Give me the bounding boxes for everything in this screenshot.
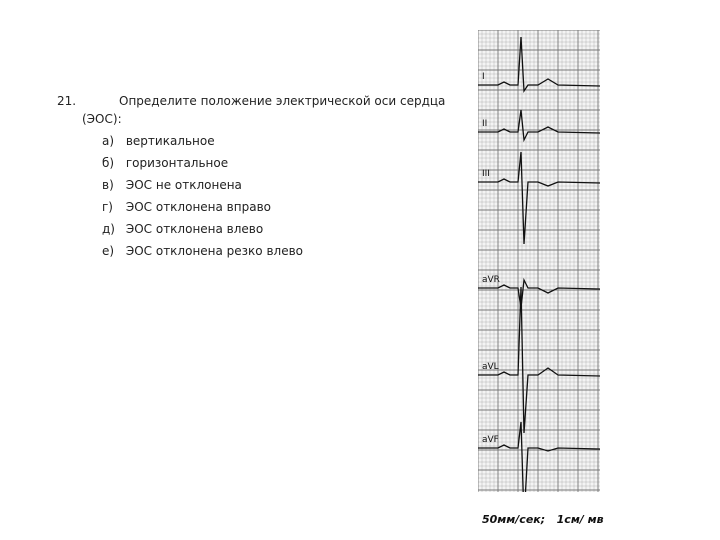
ecg-lead-label-avf: aVF <box>482 435 499 445</box>
option-letter: д) <box>102 222 115 236</box>
ecg-lead-label-iii: III <box>482 169 490 179</box>
option-text: ЭОС отклонена влево <box>125 222 264 236</box>
ecg-lead-label-i: I <box>482 72 485 82</box>
ecg-scale-caption: 50мм/сек; 1см/ мв <box>482 513 604 526</box>
answer-option-e <box>102 220 447 238</box>
ecg-lead-label-avr: aVR <box>482 275 500 285</box>
answer-option-f <box>102 242 447 260</box>
answer-option-c <box>102 176 447 194</box>
option-text: ЭОС отклонена вправо <box>125 200 271 214</box>
option-letter: а) <box>102 134 115 148</box>
option-text: ЭОС не отклонена <box>125 178 242 192</box>
ecg-lead-label-ii: II <box>482 119 488 129</box>
option-text: ЭОС отклонена резко влево <box>125 244 304 258</box>
answer-option-b <box>102 154 447 172</box>
question-text: Определите положение электрической оси сердца <box>119 94 446 108</box>
answer-option-d <box>102 198 447 216</box>
question-block <box>57 92 447 260</box>
option-letter: е) <box>102 244 115 258</box>
question-line <box>57 92 447 110</box>
option-text: горизонтальное <box>125 156 229 170</box>
ecg-strip-image <box>478 30 600 492</box>
ecg-paper <box>478 30 600 492</box>
option-letter: в) <box>102 178 114 192</box>
ecg-lead-label-avl: aVL <box>482 362 499 372</box>
question-number: 21. <box>57 94 77 108</box>
question-text-continuation: (ЭОС): <box>82 112 122 126</box>
option-letter: б) <box>102 156 115 170</box>
option-text: вертикальное <box>125 134 215 148</box>
option-letter: г) <box>102 200 113 214</box>
answer-option-a <box>102 132 447 150</box>
